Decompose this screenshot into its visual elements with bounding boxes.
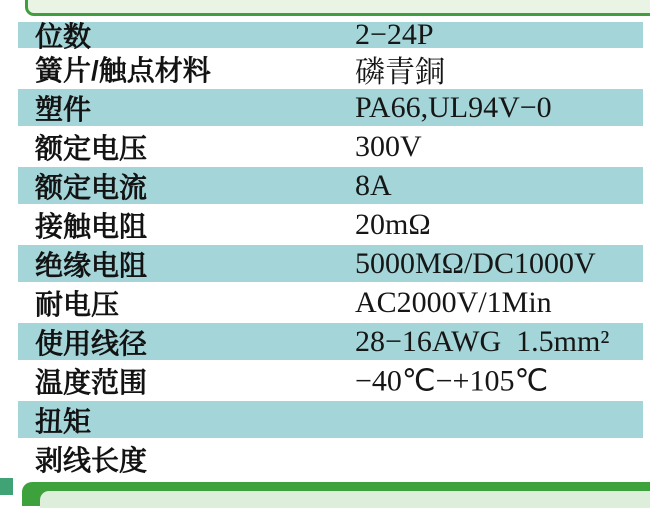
spec-value: 2−24P [355,18,434,51]
spec-label: 位数 [35,21,92,52]
spec-label: 使用线径 [35,327,148,359]
table-row [0,88,650,127]
row-highlight-band [18,22,643,48]
spec-label: 温度范围 [35,366,148,398]
spec-table [0,18,650,478]
spec-value: PA66,UL94V−0 [355,90,552,124]
row-highlight-band [18,401,643,438]
spec-value: 28−16AWG 1.5mm² [355,324,610,358]
bottom-bar-decoration [22,482,650,506]
spec-label: 耐电压 [35,288,120,320]
table-row [0,322,650,361]
table-row [0,127,650,166]
spec-label: 塑件 [35,93,92,125]
spec-label: 额定电流 [35,171,148,203]
spec-label: 绝缘电阻 [35,249,148,281]
spec-label: 额定电压 [35,132,148,164]
spec-value: 20mΩ [355,207,431,241]
spec-label: 接触电阻 [35,210,148,242]
spec-label: 扭矩 [35,405,92,437]
table-row [0,400,650,439]
spec-value: 磷青銅 [355,55,445,89]
spec-value: −40℃−+105℃ [355,364,549,397]
table-row [0,283,650,322]
table-row [0,205,650,244]
top-frame-decoration [25,0,650,16]
table-row [0,49,650,88]
table-row [0,361,650,400]
corner-accent-decoration [0,478,13,495]
table-row [0,244,650,283]
spec-value: 5000MΩ/DC1000V [355,246,596,280]
spec-label: 簧片/触点材料 [35,54,211,86]
spec-label: 剥线长度 [35,444,148,476]
spec-value: AC2000V/1Min [355,285,552,319]
spec-value: 8A [355,168,392,202]
spec-value: 300V [355,129,422,163]
table-row [0,166,650,205]
bottom-bar-inner-decoration [40,491,650,508]
table-row [0,18,650,52]
table-row [0,439,650,478]
